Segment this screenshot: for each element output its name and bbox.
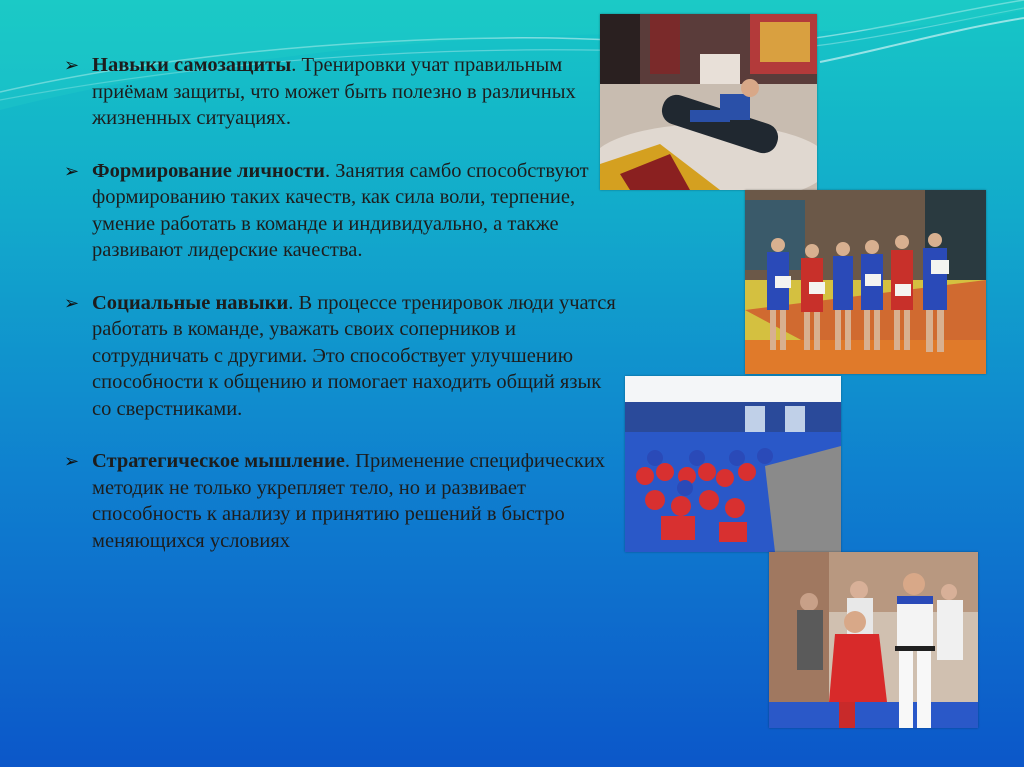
bullet-strategic-thinking bbox=[64, 448, 624, 554]
photo-referee-athlete bbox=[769, 552, 978, 728]
photo-self-defense-training bbox=[600, 14, 817, 190]
bullet-text: . В процессе тренировок люди учатся работать в команде, уважать своих соперников и сотрудничать с другими. Это способствует улучшению способности к общению и помогает находить общий язык со сверстниками. bbox=[92, 291, 616, 420]
bullet-title: Стратегическое мышление bbox=[92, 450, 345, 472]
bullet-text: . Занятия самбо способствуют формированию таких качеств, как сила воли, терпение, умение работать в команде и индивидуально, а также развивают лидерские качества. bbox=[92, 159, 589, 261]
bullet-personality bbox=[64, 158, 624, 264]
arrow-bullet-icon: ➢ bbox=[64, 292, 80, 313]
bullet-text: . Применение специфических методик не только укрепляет тело, но и развивает способность к анализу и принятию решений в быстро меняющихся условиях bbox=[92, 450, 606, 552]
arrow-bullet-icon: ➢ bbox=[64, 55, 80, 75]
bullet-social-skills bbox=[64, 290, 624, 423]
bullet-text: . Тренировки учат правильным приёмам защиты, что может быть полезно в различных жизненных ситуациях. bbox=[92, 54, 576, 129]
bullet-list bbox=[64, 52, 624, 554]
bullet-title: Социальные навыки bbox=[92, 291, 289, 314]
arrow-bullet-icon: ➢ bbox=[64, 160, 80, 181]
arrow-bullet-icon: ➢ bbox=[64, 451, 80, 471]
photo-team-certificates bbox=[745, 190, 986, 374]
bullet-title: Формирование личности bbox=[92, 159, 325, 182]
photo-group-on-mats bbox=[625, 376, 841, 552]
bullet-title: Навыки самозащиты bbox=[92, 54, 292, 76]
bullet-self-defense bbox=[64, 52, 624, 132]
